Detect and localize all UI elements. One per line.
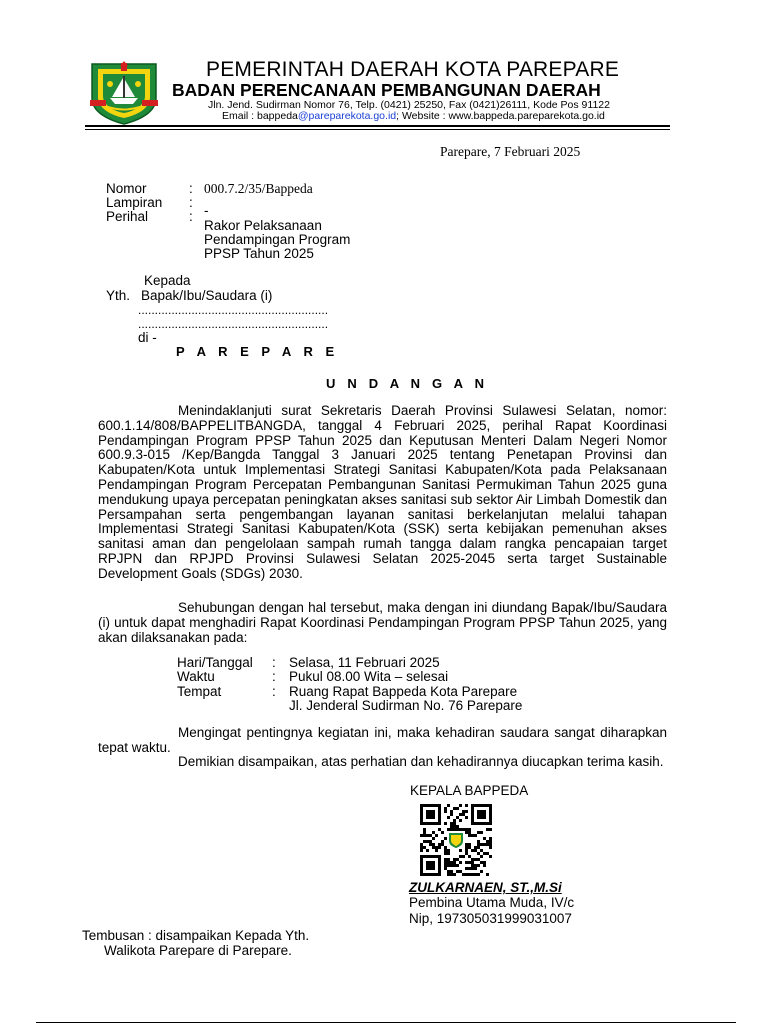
paragraph-invitation: Sehubungan dengan hal tersebut, maka dengan ini diundang Bapak/Ibu/Saudara (i) untuk dapat menghadiri Rapat Koordinasi Pendampingan Program PPSP Tahun 2025, yang akan dilaksanakan pada: xyxy=(98,600,667,645)
paragraph-attendance: Mengingat pentingnya kegiatan ini, maka kehadiran saudara sangat diharapkan tepat waktu. xyxy=(98,725,667,755)
cc-line1: Tembusan : disampaikan Kepada Yth. xyxy=(82,928,310,943)
cc-line2: Walikota Parepare di Parepare. xyxy=(104,943,292,958)
nomor-colon: : xyxy=(189,181,193,196)
perihal-line: PPSP Tahun 2025 xyxy=(204,246,314,261)
signatory-position: KEPALA BAPPEDA xyxy=(410,783,529,798)
header-rule-thick xyxy=(85,125,670,127)
signatory-nip: Nip, 197305031999031007 xyxy=(409,911,572,926)
lampiran-colon: : xyxy=(189,195,193,210)
perihal-label: Perihal xyxy=(106,209,149,224)
recipient-dots: ......................................................... xyxy=(138,317,329,331)
letterhead-contact xyxy=(222,110,605,122)
letterhead-address: Jln. Jend. Sudirman Nomor 76, Telp. (0421) 25250, Fax (0421)26111, Kode Pos 91122 xyxy=(208,99,610,111)
website-text: ; Website : www.bappeda.pareparekota.go.id xyxy=(396,110,605,122)
schedule-colon: : xyxy=(272,669,276,684)
schedule-value: Ruang Rapat Bappeda Kota Parepare xyxy=(289,684,518,699)
recipient-name: Bapak/Ibu/Saudara (i) xyxy=(141,288,273,303)
page-bottom-rule xyxy=(36,1022,736,1023)
nomor-label: Nomor xyxy=(106,181,147,196)
kepada-label: Kepada xyxy=(144,273,191,288)
lampiran-value: - xyxy=(204,203,209,218)
email-link[interactable]: @pareparekota.go.id xyxy=(297,110,397,122)
letterhead-line1: PEMERINTAH DAERAH KOTA PAREPARE xyxy=(206,58,620,81)
schedule-label: Tempat xyxy=(177,684,222,699)
city-emblem-icon xyxy=(88,60,160,126)
qr-code-icon xyxy=(420,804,492,876)
signatory-name: ZULKARNAEN, ST.,M.Si xyxy=(409,880,562,895)
di-label: di - xyxy=(138,330,157,345)
yth-label: Yth. xyxy=(106,288,131,303)
perihal-colon: : xyxy=(189,209,193,224)
document-title: U N D A N G A N xyxy=(326,376,489,391)
nomor-value: 000.7.2/35/Bappeda xyxy=(204,181,313,196)
schedule-colon: : xyxy=(272,684,276,699)
paragraph-intro: Menindaklanjuti surat Sekretaris Daerah Provinsi Sulawesi Selatan, nomor: 600.1.14/808/BAPPELITBANGDA, tanggal 4 Februari 2025, perihal Rapat Koordinasi Pendampingan Program PPSP Tahun 2025 dan Keputusan Menteri Dalam Negeri Nomor 600.9.3-015 /Kep/Bangda Tanggal 3 Januari 2025 tentang Penetapan Provinsi dan Kabupaten/Kota untuk Implementasi Strategi Sanitasi Kabupaten/Kota pada Pelaksanaan Pendampingan Program Percepatan Pembangunan Sanitasi Permukiman Tahun 2025 guna mendukung upaya percepatan peningkatan akses sanitasi sub sektor Air Limbah Domestik dan Persampahan serta pengembangan layanan sanitasi berkelanjutan melalui tahapan Implementasi Strategi Sanitasi Kabupaten/Kota (SSK) serta kebijakan pemenuhan akses sanitasi aman dan pengelolaan sampah rumah tangga dalam rangka pencapaian target RPJPN dan RPJPD Provinsi Sulawesi Selatan 2025-2045 serta target Sustainable Development Goals (SDGs) 2030. xyxy=(98,403,667,581)
header-rule-thin xyxy=(85,129,670,130)
schedule-value: Pukul 08.00 Wita – selesai xyxy=(289,669,449,684)
recipient-dots: ......................................................... xyxy=(138,303,329,317)
place-date: Parepare, 7 Februari 2025 xyxy=(440,144,581,159)
schedule-colon: : xyxy=(272,655,276,670)
letterhead-line2: BADAN PERENCANAAN PEMBANGUNAN DAERAH xyxy=(172,80,601,100)
paragraph-closing: Demikian disampaikan, atas perhatian dan kehadirannya diucapkan terima kasih. xyxy=(178,754,664,769)
email-prefix: Email : bappeda xyxy=(222,110,298,122)
schedule-label: Waktu xyxy=(177,669,215,684)
recipient-city: P A R E P A R E xyxy=(176,344,339,359)
signatory-rank: Pembina Utama Muda, IV/c xyxy=(409,895,575,910)
schedule-value: Selasa, 11 Februari 2025 xyxy=(289,655,440,670)
schedule-address: Jl. Jenderal Sudirman No. 76 Parepare xyxy=(289,698,523,713)
perihal-line: Rakor Pelaksanaan xyxy=(204,218,322,233)
perihal-line: Pendampingan Program xyxy=(204,232,351,247)
lampiran-label: Lampiran xyxy=(106,195,163,210)
schedule-label: Hari/Tanggal xyxy=(177,655,253,670)
